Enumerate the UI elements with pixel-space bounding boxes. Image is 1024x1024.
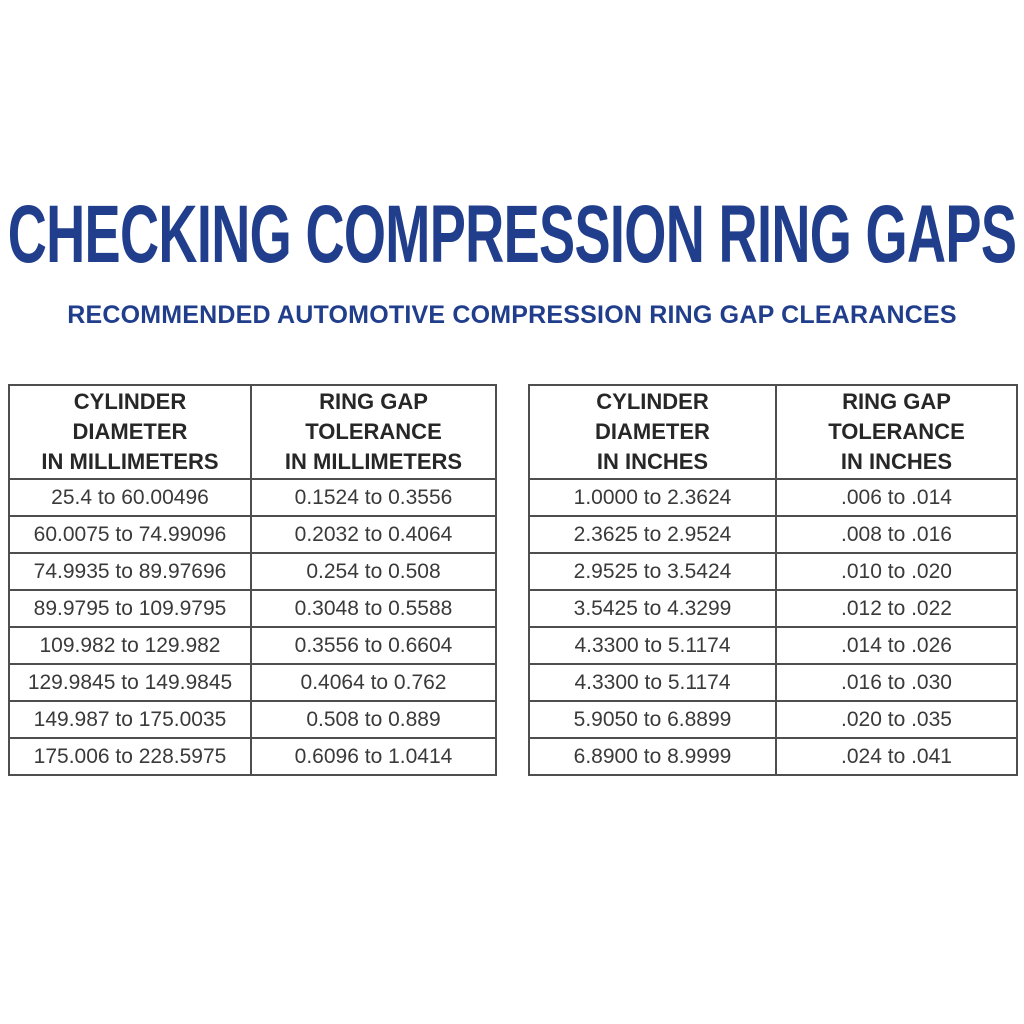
table-cell: 0.254 to 0.508 — [251, 553, 496, 590]
header-line: RING GAP — [319, 389, 428, 414]
column-header-ring-gap-tolerance-mm — [251, 385, 496, 479]
table-cell: 149.987 to 175.0035 — [9, 701, 251, 738]
table-row — [529, 590, 1017, 627]
table-row — [9, 664, 496, 701]
page-title: CHECKING COMPRESSION RING GAPS — [7, 189, 1017, 280]
header-line: IN INCHES — [596, 449, 709, 474]
table-cell: 3.5425 to 4.3299 — [529, 590, 776, 627]
table-cell: 25.4 to 60.00496 — [9, 479, 251, 516]
header-line: IN MILLIMETERS — [284, 449, 463, 474]
header-line: RING GAP — [842, 389, 951, 414]
table-cell: 2.9525 to 3.5424 — [529, 553, 776, 590]
table-cell: .010 to .020 — [776, 553, 1017, 590]
table-row — [529, 516, 1017, 553]
table-cell: 4.3300 to 5.1174 — [529, 664, 776, 701]
ring-gap-table-inches — [528, 384, 1018, 776]
header-line: DIAMETER — [72, 419, 188, 444]
table-cell: .006 to .014 — [776, 479, 1017, 516]
header-line: TOLERANCE — [828, 419, 965, 444]
table-row — [9, 516, 496, 553]
table-header-row — [9, 385, 496, 479]
table-cell: 2.3625 to 2.9524 — [529, 516, 776, 553]
table-cell: 74.9935 to 89.97696 — [9, 553, 251, 590]
table-cell: 4.3300 to 5.1174 — [529, 627, 776, 664]
table-cell: 0.2032 to 0.4064 — [251, 516, 496, 553]
table-row — [9, 627, 496, 664]
table-cell: 5.9050 to 6.8899 — [529, 701, 776, 738]
table-cell: 89.9795 to 109.9795 — [9, 590, 251, 627]
table-cell: 109.982 to 129.982 — [9, 627, 251, 664]
table-row — [529, 627, 1017, 664]
table-row — [529, 738, 1017, 775]
header-line: TOLERANCE — [305, 419, 442, 444]
header-line: CYLINDER — [73, 389, 187, 414]
table-cell: 0.3556 to 0.6604 — [251, 627, 496, 664]
header-line: IN MILLIMETERS — [41, 449, 219, 474]
table-cell: 0.1524 to 0.3556 — [251, 479, 496, 516]
table-cell: .012 to .022 — [776, 590, 1017, 627]
table-row — [529, 479, 1017, 516]
header-line: CYLINDER — [596, 389, 709, 414]
table-header-row — [529, 385, 1017, 479]
table-cell: 129.9845 to 149.9845 — [9, 664, 251, 701]
page-subtitle: RECOMMENDED AUTOMOTIVE COMPRESSION RING GAP CLEARANCES — [67, 301, 957, 329]
header-line: DIAMETER — [595, 419, 710, 444]
table-cell: .024 to .041 — [776, 738, 1017, 775]
table-row — [9, 553, 496, 590]
header-line: IN INCHES — [840, 449, 953, 474]
table-cell: 60.0075 to 74.99096 — [9, 516, 251, 553]
table-cell: 0.4064 to 0.762 — [251, 664, 496, 701]
table-cell: 6.8900 to 8.9999 — [529, 738, 776, 775]
table-row — [529, 664, 1017, 701]
table-row — [529, 553, 1017, 590]
table-cell: .014 to .026 — [776, 627, 1017, 664]
column-header-cylinder-diameter-mm — [9, 385, 251, 479]
table-row — [9, 738, 496, 775]
table-cell: .020 to .035 — [776, 701, 1017, 738]
table-row — [529, 701, 1017, 738]
table-cell: 175.006 to 228.5975 — [9, 738, 251, 775]
table-row — [9, 701, 496, 738]
table-cell: 0.3048 to 0.5588 — [251, 590, 496, 627]
table-cell: .008 to .016 — [776, 516, 1017, 553]
ring-gap-table-millimeters — [8, 384, 497, 776]
column-header-ring-gap-tolerance-in — [776, 385, 1017, 479]
column-header-cylinder-diameter-in — [529, 385, 776, 479]
table-row — [9, 479, 496, 516]
table-cell: 1.0000 to 2.3624 — [529, 479, 776, 516]
table-cell: 0.508 to 0.889 — [251, 701, 496, 738]
table-row — [9, 590, 496, 627]
table-cell: 0.6096 to 1.0414 — [251, 738, 496, 775]
table-cell: .016 to .030 — [776, 664, 1017, 701]
